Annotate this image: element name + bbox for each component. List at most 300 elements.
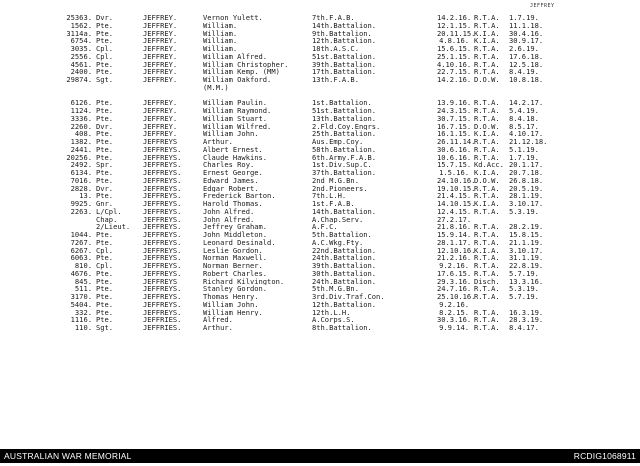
rank: Dvr. [96, 121, 114, 131]
fate: R.T.A. [474, 284, 500, 294]
unit: 13th.F.A.B. [312, 76, 359, 84]
unit: 12th.Battalion. [312, 300, 377, 309]
rank: Pte. [96, 137, 114, 146]
surname: JEFFREY. [143, 129, 178, 139]
rank: Pte. [96, 98, 114, 108]
given-names: Norman Berner. [203, 262, 263, 270]
given-names: Leonard Desinald. [203, 238, 276, 247]
rank: Pte. [96, 292, 114, 301]
rank: Gnr. [96, 199, 114, 208]
fate: D.O.W. [474, 175, 500, 185]
fate: Disch. [474, 276, 500, 286]
fate: R.T.A. [474, 261, 500, 270]
service-number: 2263. [70, 206, 92, 216]
given-names: William Wilfred. [203, 122, 272, 131]
fate: K.I.A. [474, 28, 500, 38]
unit: A.Corps.S. [312, 316, 355, 324]
fate-date: 17.6.18. [509, 51, 544, 61]
table-row [0, 76, 640, 84]
surname: JEFFREYS. [143, 206, 182, 216]
rank: Pte. [96, 28, 114, 38]
fate-date: 20.7.18. [509, 168, 544, 177]
unit: 3rd.Div.Traf.Con. [312, 293, 385, 301]
fate-date: 5.3.19. [509, 206, 539, 216]
enlistment-date: 15.7.15. [437, 160, 472, 170]
enlistment-date: 15.9.14. [437, 230, 472, 239]
service-number: 9925. [70, 199, 92, 208]
surname: JEFFREY. [143, 59, 178, 69]
enlistment-date: 19.10.15. [437, 183, 476, 193]
unit: 18th.A.S.C. [312, 45, 359, 53]
given-names: William. [203, 21, 238, 30]
fate: R.T.A. [474, 51, 500, 61]
enlistment-date: 12.1.15. [437, 20, 472, 30]
fate-date: 8.4.17. [509, 323, 539, 332]
service-number: 1124. [70, 106, 92, 115]
enlistment-date: 24.10.16. [437, 175, 476, 185]
fate: R.T.A. [474, 106, 500, 115]
rank: Dvr. [96, 13, 114, 22]
unit: 1st.F.A.B. [312, 200, 355, 208]
service-number: 2260. [70, 121, 92, 131]
enlistment-date: 27.2.17. [437, 214, 472, 224]
given-names: Vernon Yulett. [203, 14, 263, 22]
fate: Kd.Acc. [474, 160, 504, 170]
service-number: 2556. [70, 51, 92, 61]
fate: R.T.A. [474, 206, 500, 216]
enlistment-date: 24.3.15. [437, 106, 472, 115]
unit: 39th.Battalion. [312, 60, 377, 69]
rank: Pte. [96, 315, 114, 325]
enlistment-date: 30.7.15. [437, 113, 472, 123]
fate: R.T.A. [474, 144, 500, 154]
enlistment-date: 4.8.16. [439, 36, 469, 46]
surname: JEFFREY. [143, 98, 178, 108]
given-names: Alfred. [203, 316, 233, 324]
surname: JEFFREYS. [143, 307, 182, 317]
surname: JEFFREY. [143, 44, 178, 53]
unit: 7th.F.A.B. [312, 14, 355, 22]
enlistment-date: 21.8.16. [437, 222, 472, 232]
rank: Pte. [96, 152, 114, 162]
service-number: 13. [79, 191, 92, 201]
unit: 14th.Battalion. [312, 207, 377, 216]
rank: Pte. [96, 307, 114, 317]
footer-record-id: RCDIG1068911 [573, 451, 636, 461]
service-number: 7267. [70, 237, 92, 247]
given-names: William Kemp. (MM) [203, 68, 280, 76]
fate: D.O.W. [474, 121, 500, 131]
footer-bar [0, 449, 640, 463]
enlistment-date: 14.10.15. [437, 199, 476, 208]
rank: Pte. [96, 191, 114, 201]
fate: R.T.A. [474, 268, 500, 278]
given-names: William. [203, 37, 238, 45]
service-number: 25363. [66, 13, 92, 22]
enlistment-date: 9.2.16. [439, 261, 469, 270]
given-names: Charles Roy. [203, 161, 255, 169]
enlistment-date: 24.7.16. [437, 284, 472, 294]
enlistment-date: 14.2.16. [437, 75, 472, 84]
surname: JEFFREYS. [143, 230, 182, 239]
given-names: William. [203, 45, 238, 53]
surname: JEFFREYS. [143, 168, 182, 177]
service-number: 6134. [70, 168, 92, 177]
given-names: Arthur. [203, 138, 233, 146]
rank: Pte. [96, 299, 114, 309]
table-row [0, 84, 640, 92]
enlistment-date: 21.2.16. [437, 253, 472, 263]
surname: JEFFREYS. [143, 292, 182, 301]
surname: JEFFREYS. [143, 253, 182, 263]
fate-date: 2.6.19. [509, 44, 539, 53]
unit: 2nd M.G.Bn. [312, 176, 359, 185]
unit: 39th.Battalion. [312, 262, 377, 270]
unit: A.C.Wkg.Fty. [312, 238, 364, 247]
unit: A.F.C. [312, 223, 338, 231]
unit: 17th.Battalion. [312, 68, 377, 76]
fate: R.T.A. [474, 152, 500, 162]
service-number: 5404. [70, 299, 92, 309]
enlistment-date: 25.1.15. [437, 51, 472, 61]
fate: R.T.A. [474, 44, 500, 53]
rank: Pte. [96, 144, 114, 154]
surname: JEFFREYS. [143, 175, 182, 185]
rank: Pte. [96, 276, 114, 286]
service-number: 1044. [70, 230, 92, 239]
fate: D.O.W. [474, 75, 500, 84]
surname: JEFFREYS. [143, 245, 182, 255]
given-names: William Christopher. [203, 60, 289, 69]
unit: 30th.Battalion. [312, 269, 377, 278]
rank: Chap. [96, 214, 118, 224]
fate-date: 28.3.19. [509, 315, 544, 325]
fate-date: 3.10.17. [509, 199, 544, 208]
service-number: 2492. [70, 160, 92, 170]
surname: JEFFREYS. [143, 144, 182, 154]
enlistment-date: 29.3.16. [437, 276, 472, 286]
given-names: Jeffrey Graham. [203, 223, 268, 231]
fate: R.T.A. [474, 222, 500, 232]
enlistment-date: 4.10.16. [437, 59, 472, 69]
service-number: 6063. [70, 253, 92, 263]
fate: R.T.A. [474, 323, 500, 332]
surname: JEFFREY. [143, 75, 178, 84]
surname: JEFFREYS. [143, 214, 182, 224]
service-number: 1382. [70, 137, 92, 146]
unit: 6th.Army.F.A.B. [312, 153, 377, 162]
fate: R.T.A. [474, 137, 500, 146]
unit: 7th.L.H. [312, 192, 347, 200]
unit: 5th.Battalion. [312, 231, 372, 239]
unit: 1st.Battalion. [312, 99, 372, 107]
given-names: Frederick Barton. [203, 192, 276, 200]
rank: Dvr. [96, 183, 114, 193]
rank: Pte. [96, 230, 114, 239]
enlistment-date: 30.6.16. [437, 144, 472, 154]
given-names: William Raymond. [203, 107, 272, 115]
fate: K.I.A. [474, 36, 500, 46]
service-number: 4561. [70, 59, 92, 69]
surname: JEFFREY. [143, 28, 178, 38]
fate: R.T.A. [474, 237, 500, 247]
fate-date: 5.3.19. [509, 284, 539, 294]
rank: Cpl. [96, 261, 114, 270]
surname: JEFFREY. [143, 20, 178, 30]
rank: Pte. [96, 129, 114, 139]
given-names: William John. [203, 130, 259, 138]
given-names: Richard Kilvington. [203, 277, 285, 286]
enlistment-date: 17.6.15. [437, 268, 472, 278]
enlistment-date: 1.5.16. [439, 168, 469, 177]
fate-date: 28.1.19. [509, 191, 544, 201]
given-names: Robert Charles. [203, 269, 268, 278]
enlistment-date: 14.2.16. [437, 13, 472, 22]
fate-date: 20.5.19. [509, 183, 544, 193]
surname: JEFFRIES. [143, 315, 182, 325]
nominal-roll-list [0, 14, 640, 332]
surname: JEFFREY. [143, 121, 178, 131]
fate-date: 5.1.19. [509, 144, 539, 154]
unit: 37th.Battalion. [312, 169, 377, 177]
service-number: 3336. [70, 113, 92, 123]
given-names: Albert Ernest. [203, 145, 263, 154]
fate: R.T.A. [474, 253, 500, 263]
fate-date: 26.8.18. [509, 175, 544, 185]
given-names: Stanley Gordon. [203, 285, 268, 293]
surname: JEFFREYS. [143, 199, 182, 208]
fate-date: 1.7.19. [509, 152, 539, 162]
surname: JEFFREYS [143, 276, 178, 286]
service-number: 511. [74, 284, 92, 294]
service-number: 408. [74, 129, 92, 139]
fate-date: 5.7.19. [509, 292, 539, 301]
service-number: 6126. [70, 98, 92, 108]
fate-date: 20.1.17. [509, 160, 544, 170]
surname: JEFFREYS. [143, 222, 182, 232]
service-number: 1116. [70, 315, 92, 325]
unit: 9th.Battalion. [312, 29, 372, 38]
rank: Pte. [96, 113, 114, 123]
given-names: William John. [203, 300, 259, 309]
rank: Pte. [96, 20, 114, 30]
enlistment-date: 9.2.16. [439, 299, 469, 309]
surname: JEFFREYS. [143, 160, 182, 170]
enlistment-date: 16.1.15. [437, 129, 472, 139]
rank: Pte. [96, 175, 114, 185]
fate: K.I.A. [474, 199, 500, 208]
given-names: William Paulin. [203, 99, 268, 107]
given-names: Ernest George. [203, 169, 263, 177]
fate: R.T.A. [474, 191, 500, 201]
fate-date: 21.12.18. [509, 137, 548, 146]
service-number: 845. [74, 276, 92, 286]
given-names: William. [203, 29, 238, 38]
rank: Pte. [96, 67, 114, 77]
unit: 24th.Battalion. [312, 277, 377, 286]
rank: Sgt. [96, 75, 114, 84]
given-names: John Alfred. [203, 215, 255, 224]
fate: K.I.A. [474, 168, 500, 177]
given-names: William Henry. [203, 308, 263, 317]
footer-institution: AUSTRALIAN WAR MEMORIAL [4, 451, 132, 461]
enlistment-date: 12.4.15. [437, 206, 472, 216]
service-number: 332. [74, 307, 92, 317]
enlistment-date: 20.11.15. [437, 28, 476, 38]
fate-date: 3.10.17. [509, 245, 544, 255]
fate-date: 21.1.19. [509, 237, 544, 247]
rank: Cpl. [96, 245, 114, 255]
surname: JEFFREY. [143, 13, 178, 22]
enlistment-date: 15.6.15. [437, 44, 472, 53]
surname: JEFFREYS. [143, 152, 182, 162]
fate-date: 12.5.18. [509, 59, 544, 69]
surname: JEFFREYS. [143, 183, 182, 193]
given-names: William Alfred. [203, 52, 268, 61]
fate-date: 8.4.19. [509, 67, 539, 77]
fate-date: 8.4.18. [509, 113, 539, 123]
rank: Sgt. [96, 323, 114, 332]
unit: 25th.Battalion. [312, 130, 377, 138]
rank: Cpl. [96, 51, 114, 61]
service-number: 20256. [66, 152, 92, 162]
fate-date: 1.7.19. [509, 13, 539, 22]
fate-date: 13.3.16. [509, 276, 544, 286]
rank: Pte. [96, 268, 114, 278]
surname: JEFFREY. [143, 106, 178, 115]
enlistment-date: 22.7.15. [437, 67, 472, 77]
fate: R.T.A. [474, 292, 500, 301]
service-number: 3114a. [66, 28, 92, 38]
fate-date: 8.5.17. [509, 121, 539, 131]
enlistment-date: 21.4.15. [437, 191, 472, 201]
enlistment-date: 26.11.14. [437, 137, 476, 146]
fate-date: 22.8.19. [509, 261, 544, 270]
enlistment-date: 25.10.16. [437, 292, 476, 301]
enlistment-date: 8.2.15. [439, 307, 469, 317]
surname: JEFFREYS. [143, 268, 182, 278]
fate: R.T.A. [474, 307, 500, 317]
fate-date: 11.1.18. [509, 20, 544, 30]
service-number: 2828. [70, 183, 92, 193]
fate: R.T.A. [474, 183, 500, 193]
enlistment-date: 13.9.16. [437, 98, 472, 108]
rank: Pte. [96, 106, 114, 115]
enlistment-date: 12.10.16. [437, 245, 476, 255]
rank: Pte. [96, 168, 114, 177]
page-heading: JEFFREY [530, 3, 555, 9]
fate-date: 15.8.15. [509, 230, 544, 239]
fate-date: 4.10.17. [509, 129, 544, 139]
unit: 24th.Battalion. [312, 254, 377, 262]
fate: R.T.A. [474, 13, 500, 22]
fate-date: 30.4.16. [509, 28, 544, 38]
unit: 2.Fld.Coy.Engrs. [312, 122, 381, 131]
fate: K.I.A. [474, 245, 500, 255]
rank: Pte. [96, 59, 114, 69]
unit: 12th.L.H. [312, 308, 351, 317]
unit: 1st.Div.Sup.C. [312, 161, 372, 169]
fate-date: 30.9.17. [509, 36, 544, 46]
fate: R.T.A. [474, 98, 500, 108]
unit: 12th.Battalion. [312, 37, 377, 45]
surname: JEFFREYS. [143, 191, 182, 201]
surname: JEFFREY. [143, 51, 178, 61]
service-number: 3170. [70, 292, 92, 301]
given-names: Norman Maxwell. [203, 254, 268, 262]
unit: 2nd.Pioneers. [312, 184, 368, 193]
surname: JEFFREY. [143, 113, 178, 123]
rank: Spr. [96, 160, 114, 170]
fate: R.T.A. [474, 59, 500, 69]
surname: JEFFRIES. [143, 323, 182, 332]
service-number: 4676. [70, 268, 92, 278]
rank: Cpl. [96, 44, 114, 53]
enlistment-date: 10.6.16. [437, 152, 472, 162]
given-names: (M.M.) [203, 83, 229, 92]
rank: L/Cpl. [96, 206, 122, 216]
unit: 58th.Battalion. [312, 145, 377, 154]
fate-date: 14.2.17. [509, 98, 544, 108]
unit: 8th.Battalion. [312, 324, 372, 332]
service-number: 29874. [66, 75, 92, 84]
fate: R.T.A. [474, 230, 500, 239]
surname: JEFFREYS [143, 137, 178, 146]
fate-date: 16.3.19. [509, 307, 544, 317]
rank: Pte. [96, 253, 114, 263]
fate-date: 5.7.19. [509, 268, 539, 278]
rank: Pte. [96, 237, 114, 247]
unit: Aus.Emp.Coy. [312, 138, 364, 146]
rank: 2/Lieut. [96, 222, 131, 232]
fate: R.T.A. [474, 315, 500, 325]
given-names: John Middleton. [203, 231, 268, 239]
fate-date: 28.2.19. [509, 222, 544, 232]
unit: 51st.Battalion. [312, 107, 377, 115]
fate: R.T.A. [474, 20, 500, 30]
given-names: Edgar Robert. [203, 184, 259, 193]
fate-date: 5.4.19. [509, 106, 539, 115]
table-row [0, 324, 640, 332]
given-names: Claude Hawkins. [203, 153, 268, 162]
service-number: 7016. [70, 175, 92, 185]
service-number: 2400. [70, 67, 92, 77]
given-names: Arthur. [203, 324, 233, 332]
service-number: 6267. [70, 245, 92, 255]
surname: JEFFREYS. [143, 284, 182, 294]
service-number: 6754. [70, 36, 92, 46]
enlistment-date: 28.1.17. [437, 237, 472, 247]
surname: JEFFREY. [143, 67, 178, 77]
given-names: Thomas Henry. [203, 293, 259, 301]
fate-date: 31.1.19. [509, 253, 544, 263]
unit: 51st.Battalion. [312, 52, 377, 61]
unit: 22nd.Battalion. [312, 246, 377, 255]
surname: JEFFREYS. [143, 261, 182, 270]
service-number: 110. [74, 323, 92, 332]
enlistment-date: 30.3.16. [437, 315, 472, 325]
rank: Pte. [96, 284, 114, 294]
enlistment-date: 9.9.14. [439, 323, 469, 332]
given-names: William Stuart. [203, 114, 268, 123]
given-names: Edward James. [203, 176, 259, 185]
fate: R.T.A. [474, 67, 500, 77]
given-names: Leslie Gordon. [203, 246, 263, 255]
unit: 5th.M.G.Bn. [312, 285, 359, 293]
given-names: Harold Thomas. [203, 200, 263, 208]
fate: R.T.A. [474, 113, 500, 123]
rank: Pte. [96, 36, 114, 46]
